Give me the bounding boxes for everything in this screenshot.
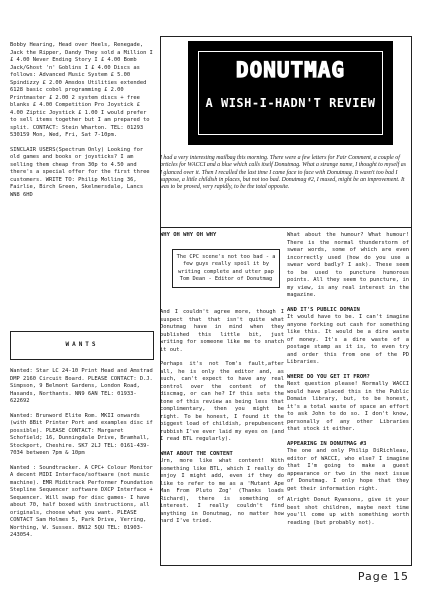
review-intro: I had a very interesting mailbag this morning. There were a few letters for Fair Comment, a couple of articles for WACCI and a blue which calls itself Donutmag. What a strange name, I thought to myself as I glanced over it. Then I recalled the last time I came face to face with Donutmag. It wasn't too bad I suppose, a little childish in places, but not too bad. Donutmag #2, I mused, might be an improvement. It was to be proved, very rapidly, to be the total opposite. (160, 155, 406, 191)
heading-why-oh-why: WHY OH WHY OH WHY (160, 232, 217, 238)
col2-body (287, 232, 409, 527)
col2-para1: What about the humour? What humour! There is the normal thunderstorm of swear words, some of which are even incorrectly used (how do you use a swear word badly? I ask). These seem to be used to puncture humorous points. All they seem to puncture, in my view, is any real interest in the magazine. (287, 232, 409, 298)
page-number: Page 15 (357, 570, 409, 583)
heading-appearing-in-3: APPEARING IN DONUTMAG #3 (287, 440, 367, 447)
heading-public-domain: AND IT'S PUBLIC DOMAIN (287, 306, 360, 313)
heading-what-about-content: WHAT ABOUT THE CONTENT (160, 450, 233, 457)
wants-box (10, 331, 154, 360)
col2-para4: The one and only Philip DiRichleau, editor of WACCI, who else? I imagine that I'm going to make a guest appearance or two in the next issue of Donutmag. I only hope that they get their information right. (287, 448, 409, 492)
ad-bobby-hearing: Bobby Hearing, Head over Heels, Renegade, Jack the Ripper, Dandy They sold a Million I £ 4.00 Never Ending Story I £ 4.00 Bomb Jack/Ghost 'n' Goblins I £ 4.00 Discs as follows: Advanced Music System £ 5.00 Spindizzy £ 2.00 Amsdos Utilities extended 6128 basic cobol programming £ 2.00 Printmaster £ 2.00 2 system discs + free blanks £ 4.00 Competition Pro Joystick £ 4.00 Ziptic Joystick £ 1.00 I would prefer to sell items together but I am prepared to split. CONTACT: Stein Wharton. TEL: 01293 530159 Mon, Wed, Fri, Sat 7-10pm. (10, 42, 157, 138)
col2-para2: It would have to be. I can't imagine anyone forking out cash for something like this. It would be a dire waste of money. It's a dire waste of a postage stamp as it is, to even try and order this from one of the PD Libraries. (287, 314, 409, 365)
classifieds-for-sale (10, 42, 155, 199)
col1-body (160, 309, 284, 526)
col2-para5: Alright Donut Ryansons, give it your best shot children, maybe next time you'll come up with something worth reading (but probably not). (287, 497, 409, 526)
ad-star-lc24: Wanted: Star LC 24-10 Print Head and Amstrad DMP 2160 Circuit Board. PLEASE CONTACT: D.J. Simpson, 9 Belmont Gardens, London Road, Hasands, Northants. NN9 6AN TEL: 01933-622692 (10, 368, 157, 404)
review-banner (188, 41, 393, 145)
heading-where-get-it: WHERE DO YOU GET IT FROM? (287, 373, 370, 380)
banner-title: DONUTMAG (235, 58, 346, 82)
col2-para3: Next question please! Normally WACCI would have placed this in the Public Domain library, but, to be honest, it's a total waste of space an effort to ask John to do so. I don't know, personally of any other Libraries that stock it either. (287, 381, 409, 432)
col1-para1: And I couldn't agree more, though I suspect that that isn't quite what Donutmag have in mind when they published this little bit, just writing for someone like me to snatch it out. (160, 309, 284, 353)
col1-para3: Urn, more like what content! With something like BTL, which I really do enjoy I might add, even if they do like to refer to me as a 'Mutant Ape Man From Pluto Zog' (Thanks loads Richard), there is something of interest. I really couldn't find anything in Donutmag, no matter how hard I've tried. (160, 458, 284, 524)
ad-sinclair-users: SINCLAIR USERS(Spectrum Only) Looking for old games and books or joysticks? I am selling them cheap from 30p to 4.50 and there's a special offer for the first three customers. WRITE TO: Philip Molling 36, Fairlie, Birch Green, Skelmersdale, Lancs WN8 6HD (10, 146, 153, 198)
divider-line (160, 227, 412, 228)
ad-soundtracker: Wanted : Soundtracker. A CPC+ Colour Monitor A decent MIDI Interface/software (not music machine). EMR Miditrack Performer Foundation Stepline Sequencer software DXCP Interface + Sequencer. Will swap for disc games- I have about 70, half boxed with instructions, all originals, choose what you want. PLEASE CONTACT Sam Holmes 5, Park Drive, Verring, Worthing, W. Sussex. BN12 5QU TEL: 01903-243054. (10, 464, 157, 538)
classifieds-wanted (10, 368, 155, 540)
banner-subtitle: A WISH-I-HADN'T REVIEW (205, 96, 376, 110)
ad-brunword: Wanted: Brunword Elite Rom. MKII onwards (with 8Bit Printer Port and examples disc if possible). PLEASE CONTACT: Margaret Schofield; 16, Dunningdale Drive, Bramhall, Stockport, Cheshire. SK7 2LJ TEL: 0161-439-7034 between 7pm & 10pm (10, 412, 157, 456)
wants-label: WANTS (65, 341, 99, 348)
col1-para2: Perhaps it's not Tom's fault,after all, he is only the editor and, as such, can't expect to have any real control over the content of the discmag, or can he? If this sets the tone of this review as being less that complimentary, then you might be right. To be honest, I found it the biggest load of childish, prepubescent rubbish I've ever laid my eyes on (and I read BTL regularly). (160, 361, 284, 442)
pull-quote: The CPC scene's not too bad - a few guys really spoil it by writing complete and utter pap Tom Dean - Editor of Donutmag (172, 249, 280, 288)
